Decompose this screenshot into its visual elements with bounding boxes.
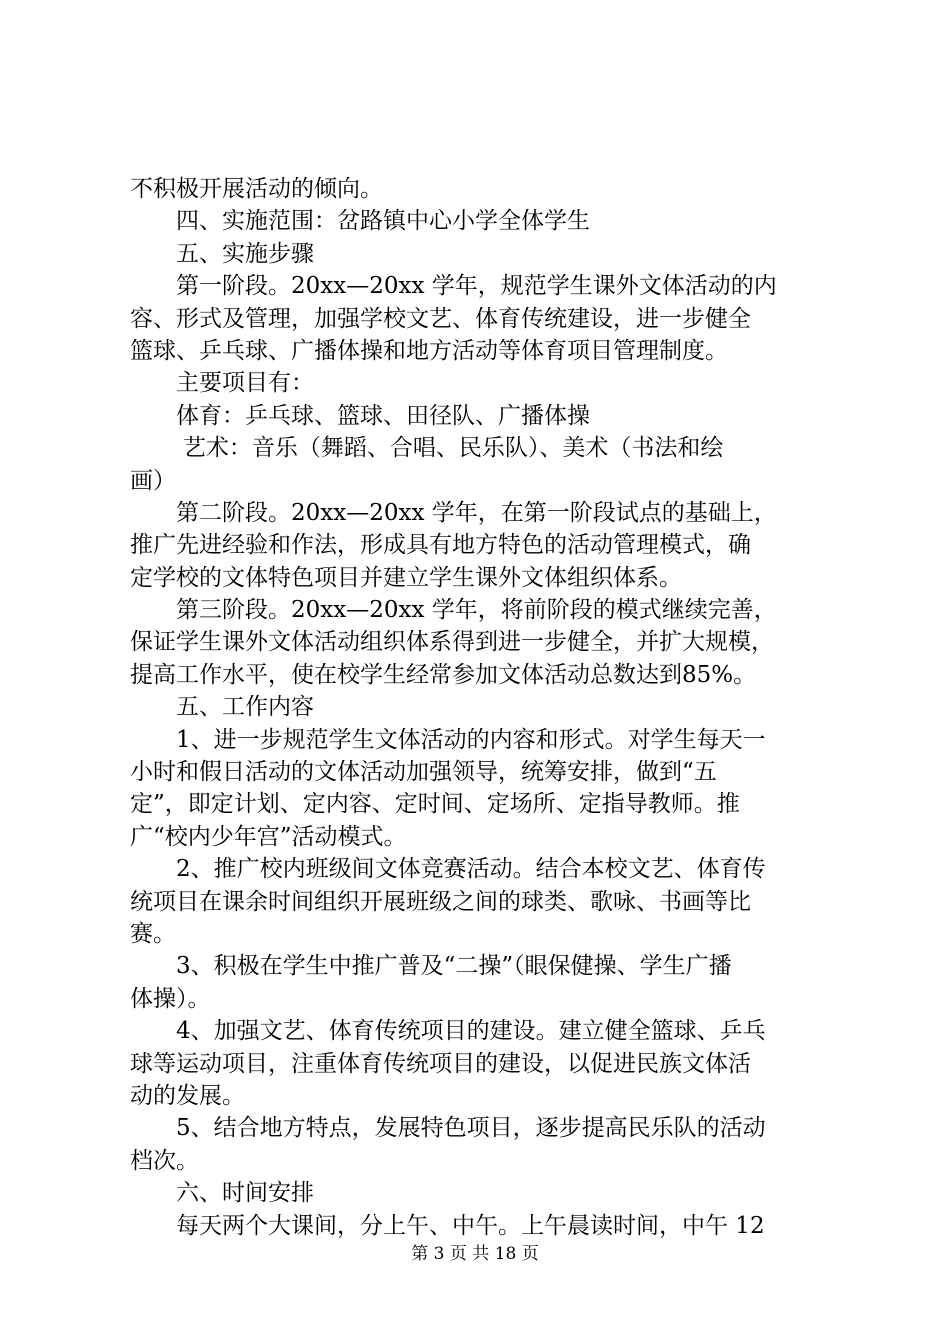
text-line: 档次。	[130, 1147, 199, 1174]
text-line: 四、实施范围：岔路镇中心小学全体学生	[176, 208, 590, 235]
text-line: 广“校内少年宫”活动模式。	[130, 823, 407, 850]
text-line: 篮球、乒乓球、广播体操和地方活动等体育项目管理制度。	[130, 337, 728, 364]
text-line: 体育：乒乓球、篮球、田径队、广播体操	[176, 402, 590, 429]
text-line: 1、进一步规范学生文体活动的内容和形式。对学生每天一	[176, 726, 766, 753]
text-line: 4、加强文艺、体育传统项目的建设。建立健全篮球、乒乓	[176, 1018, 766, 1045]
text-line: 推广先进经验和作法，形成具有地方特色的活动管理模式，确	[130, 532, 751, 559]
text-line: 定学校的文体特色项目并建立学生课外文体组织体系。	[130, 564, 682, 591]
text-line: 六、时间安排	[176, 1180, 314, 1207]
text-line: 第一阶段。20xx—20xx 学年，规范学生课外文体活动的内	[176, 273, 777, 300]
text-line: 赛。	[130, 920, 176, 947]
text-line: 艺术：音乐（舞蹈、合唱、民乐队）、美术（书法和绘	[182, 435, 724, 462]
text-line: 提高工作水平，使在校学生经常参加文体活动总数达到85%。	[130, 661, 757, 688]
text-line: 2、推广校内班级间文体竞赛活动。结合本校文艺、体育传	[176, 856, 766, 883]
text-line: 容、形式及管理，加强学校文艺、体育传统建设，进一步健全	[130, 305, 751, 332]
text-line: 3、积极在学生中推广普及“二操”（眼保健操、学生广播	[176, 953, 732, 980]
text-line: 动的发展。	[130, 1082, 245, 1109]
text-line: 不积极开展活动的倾向。	[130, 176, 383, 202]
text-line: 画）	[130, 467, 176, 494]
page-footer: 第 3 页 共 18 页	[411, 1244, 539, 1264]
text-line: 统项目在课余时间组织开展班级之间的球类、歌咏、书画等比	[130, 888, 751, 915]
text-line: 主要项目有：	[176, 370, 314, 397]
text-line: 5、结合地方特点，发展特色项目，逐步提高民乐队的活动	[176, 1115, 766, 1142]
text-line: 第二阶段。20xx—20xx 学年，在第一阶段试点的基础上，	[176, 499, 777, 526]
text-line: 小时和假日活动的文体活动加强领导，统筹安排，做到“五	[130, 759, 717, 786]
text-line: 体操）。	[130, 985, 211, 1012]
text-line: 第三阶段。20xx—20xx 学年，将前阶段的模式继续完善，	[176, 597, 777, 624]
document-lines	[130, 173, 830, 1242]
text-line: 保证学生课外文体活动组织体系得到进一步健全，并扩大规模，	[130, 629, 774, 656]
text-line: 五、实施步骤	[176, 240, 314, 267]
text-line: 球等运动项目，注重体育传统项目的建设，以促进民族文体活	[130, 1050, 751, 1077]
text-line: 五、工作内容	[176, 694, 314, 721]
document-body	[130, 173, 830, 1242]
text-line: 定”，即定计划、定内容、定时间、定场所、定指导教师。推	[130, 791, 740, 818]
text-line: 每天两个大课间，分上午、中午。上午晨读时间，中午 12	[176, 1212, 765, 1239]
